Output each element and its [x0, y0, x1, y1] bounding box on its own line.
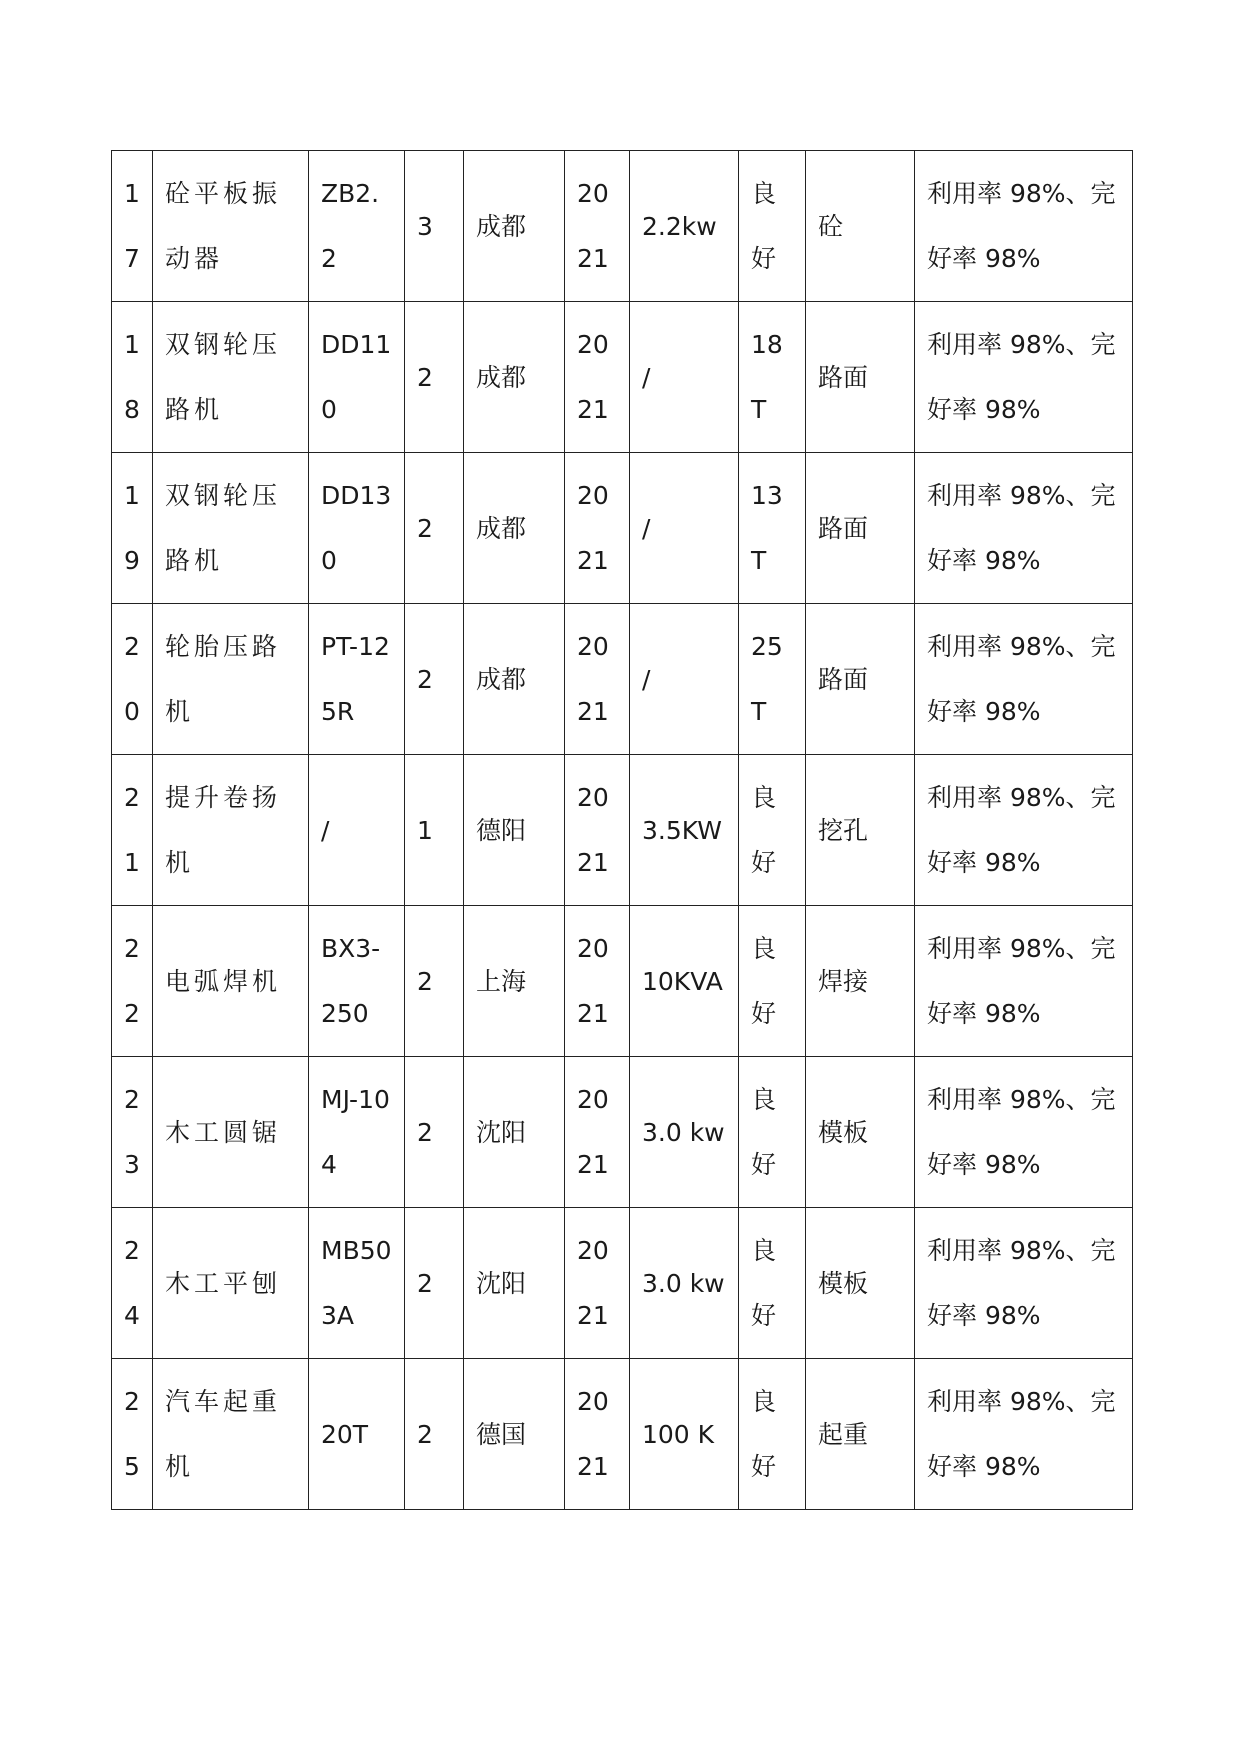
cell-model: PT-125R: [309, 604, 405, 755]
cell-quantity: 2: [405, 906, 464, 1057]
cell-year: 2021: [565, 453, 630, 604]
table-row: [112, 1359, 1133, 1510]
cell-number: 18: [112, 302, 153, 453]
cell-use: 模板: [806, 1208, 915, 1359]
cell-year: 2021: [565, 755, 630, 906]
cell-year: 2021: [565, 604, 630, 755]
cell-year: 2021: [565, 906, 630, 1057]
cell-origin: 上海: [464, 906, 565, 1057]
cell-equipment-name: 木工圆锯: [153, 1057, 309, 1208]
cell-power: /: [630, 302, 739, 453]
table-row: [112, 906, 1133, 1057]
cell-status: 25T: [739, 604, 806, 755]
cell-model: DD130: [309, 453, 405, 604]
cell-status: 良好: [739, 906, 806, 1057]
cell-use: 模板: [806, 1057, 915, 1208]
cell-status: 良好: [739, 755, 806, 906]
cell-use: 起重: [806, 1359, 915, 1510]
table-row: [112, 1208, 1133, 1359]
cell-number: 19: [112, 453, 153, 604]
cell-year: 2021: [565, 151, 630, 302]
cell-origin: 成都: [464, 453, 565, 604]
cell-model: ZB2.2: [309, 151, 405, 302]
table-row: [112, 302, 1133, 453]
cell-model: MB503A: [309, 1208, 405, 1359]
cell-note: 利用率 98%、完好率 98%: [915, 906, 1133, 1057]
cell-quantity: 3: [405, 151, 464, 302]
cell-power: 3.0 kw: [630, 1208, 739, 1359]
cell-status: 13T: [739, 453, 806, 604]
cell-use: 路面: [806, 604, 915, 755]
cell-number: 22: [112, 906, 153, 1057]
cell-number: 25: [112, 1359, 153, 1510]
cell-use: 挖孔: [806, 755, 915, 906]
cell-note: 利用率 98%、完好率 98%: [915, 1359, 1133, 1510]
cell-power: 3.0 kw: [630, 1057, 739, 1208]
cell-equipment-name: 双钢轮压路机: [153, 453, 309, 604]
cell-quantity: 2: [405, 1057, 464, 1208]
cell-quantity: 2: [405, 604, 464, 755]
cell-note: 利用率 98%、完好率 98%: [915, 1057, 1133, 1208]
cell-status: 良好: [739, 151, 806, 302]
cell-status: 良好: [739, 1057, 806, 1208]
cell-use: 路面: [806, 302, 915, 453]
cell-origin: 成都: [464, 302, 565, 453]
cell-power: /: [630, 604, 739, 755]
equipment-table: [111, 150, 1133, 1510]
cell-note: 利用率 98%、完好率 98%: [915, 453, 1133, 604]
cell-model: MJ-104: [309, 1057, 405, 1208]
cell-use: 路面: [806, 453, 915, 604]
cell-origin: 成都: [464, 151, 565, 302]
cell-use: 砼: [806, 151, 915, 302]
cell-status: 良好: [739, 1208, 806, 1359]
cell-year: 2021: [565, 1057, 630, 1208]
cell-equipment-name: 砼平板振动器: [153, 151, 309, 302]
cell-equipment-name: 双钢轮压路机: [153, 302, 309, 453]
equipment-table-body: [112, 151, 1133, 1510]
cell-power: 3.5KW: [630, 755, 739, 906]
cell-note: 利用率 98%、完好率 98%: [915, 755, 1133, 906]
cell-power: 100 K: [630, 1359, 739, 1510]
table-row: [112, 453, 1133, 604]
cell-origin: 德国: [464, 1359, 565, 1510]
cell-equipment-name: 轮胎压路机: [153, 604, 309, 755]
cell-origin: 沈阳: [464, 1057, 565, 1208]
cell-quantity: 2: [405, 1359, 464, 1510]
cell-equipment-name: 电弧焊机: [153, 906, 309, 1057]
cell-equipment-name: 木工平刨: [153, 1208, 309, 1359]
cell-model: BX3-250: [309, 906, 405, 1057]
table-row: [112, 1057, 1133, 1208]
cell-year: 2021: [565, 302, 630, 453]
cell-quantity: 2: [405, 453, 464, 604]
cell-year: 2021: [565, 1208, 630, 1359]
cell-number: 24: [112, 1208, 153, 1359]
table-row: [112, 604, 1133, 755]
cell-power: /: [630, 453, 739, 604]
cell-power: 2.2kw: [630, 151, 739, 302]
cell-model: DD110: [309, 302, 405, 453]
cell-model: 20T: [309, 1359, 405, 1510]
table-row: [112, 755, 1133, 906]
cell-number: 20: [112, 604, 153, 755]
cell-note: 利用率 98%、完好率 98%: [915, 604, 1133, 755]
cell-status: 18T: [739, 302, 806, 453]
cell-origin: 沈阳: [464, 1208, 565, 1359]
cell-origin: 德阳: [464, 755, 565, 906]
cell-quantity: 1: [405, 755, 464, 906]
cell-number: 21: [112, 755, 153, 906]
cell-note: 利用率 98%、完好率 98%: [915, 151, 1133, 302]
cell-year: 2021: [565, 1359, 630, 1510]
cell-origin: 成都: [464, 604, 565, 755]
cell-power: 10KVA: [630, 906, 739, 1057]
cell-number: 17: [112, 151, 153, 302]
cell-model: /: [309, 755, 405, 906]
cell-equipment-name: 汽车起重机: [153, 1359, 309, 1510]
table-row: [112, 151, 1133, 302]
cell-quantity: 2: [405, 1208, 464, 1359]
cell-use: 焊接: [806, 906, 915, 1057]
cell-equipment-name: 提升卷扬机: [153, 755, 309, 906]
cell-status: 良好: [739, 1359, 806, 1510]
cell-note: 利用率 98%、完好率 98%: [915, 1208, 1133, 1359]
cell-number: 23: [112, 1057, 153, 1208]
cell-quantity: 2: [405, 302, 464, 453]
cell-note: 利用率 98%、完好率 98%: [915, 302, 1133, 453]
